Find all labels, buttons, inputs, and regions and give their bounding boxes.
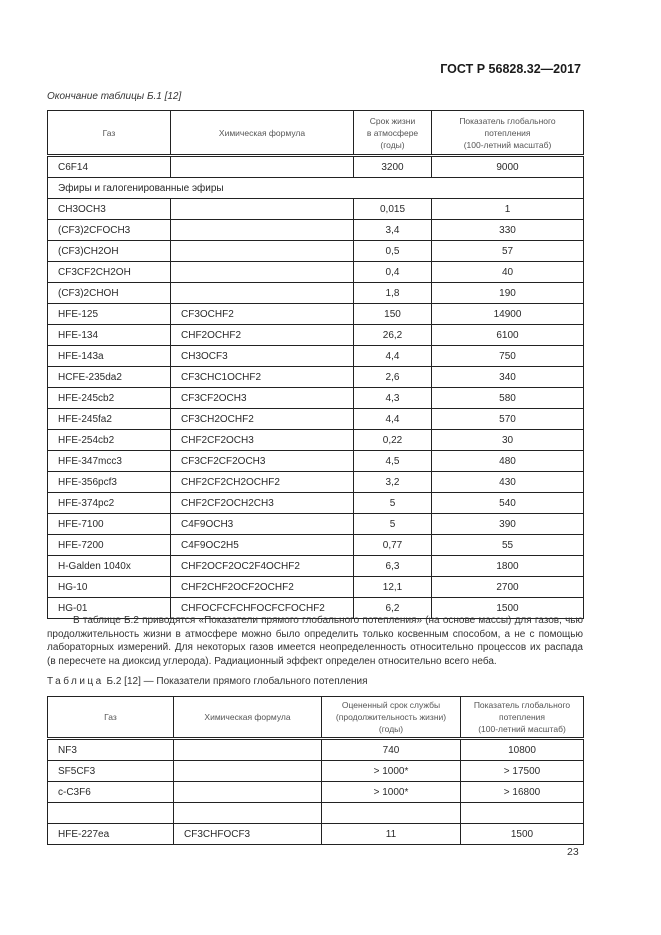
cell-lifetime: 0,5: [354, 241, 432, 262]
section-label: Эфиры и галогенированные эфиры: [48, 178, 584, 199]
cell-gwp: > 16800: [461, 782, 584, 803]
cell-formula: CHF2CF2CH2OCHF2: [171, 472, 354, 493]
cell-gas: HFE-245cb2: [48, 388, 171, 409]
table-row: [48, 283, 584, 304]
cell-formula: CHF2CHF2OCF2OCHF2: [171, 577, 354, 598]
cell-gwp: 6100: [432, 325, 584, 346]
table-row: [48, 535, 584, 556]
cell-gwp: 14900: [432, 304, 584, 325]
cell-formula: CF3CHC1OCHF2: [171, 367, 354, 388]
cell-formula: [174, 782, 322, 803]
table-row: [48, 739, 584, 761]
table-row: [48, 514, 584, 535]
col-header-formula: Химическая формула: [171, 111, 354, 156]
cell-lifetime: 3,2: [354, 472, 432, 493]
table-row: [48, 262, 584, 283]
cell-formula: CHFOCFCFCHFOCFCFOCHF2: [171, 598, 354, 619]
cell-gas: (CF3)CH2OH: [48, 241, 171, 262]
cell-gwp: 340: [432, 367, 584, 388]
cell-gas: HFE-7200: [48, 535, 171, 556]
cell-gas: HG-01: [48, 598, 171, 619]
cell-lifetime: 0,77: [354, 535, 432, 556]
cell-gwp: 190: [432, 283, 584, 304]
table-row: [48, 493, 584, 514]
cell-formula: C4F9OCH3: [171, 514, 354, 535]
col-header-lifetime: Срок жизни в атмосфере (годы): [354, 111, 432, 156]
cell-gwp: 57: [432, 241, 584, 262]
cell-formula: [174, 761, 322, 782]
table-row: [48, 451, 584, 472]
table-row: [48, 367, 584, 388]
cell-formula: [171, 283, 354, 304]
table2-header-row: [48, 697, 584, 739]
cell-gwp: 1500: [461, 824, 584, 845]
cell-lifetime: 4,4: [354, 346, 432, 367]
table-row: [48, 388, 584, 409]
page-number: 23: [567, 846, 579, 858]
cell-formula: [171, 220, 354, 241]
cell-formula: CF3OCHF2: [171, 304, 354, 325]
cell-lifetime: 150: [354, 304, 432, 325]
cell-lifetime: 6,2: [354, 598, 432, 619]
cell-gwp: 480: [432, 451, 584, 472]
table-row: [48, 430, 584, 451]
table-row: [48, 782, 584, 803]
cell-gwp: 390: [432, 514, 584, 535]
table-row: [48, 803, 584, 824]
cell-lifetime: 0,4: [354, 262, 432, 283]
cell-formula: [171, 262, 354, 283]
cell-gwp: [461, 803, 584, 824]
document-code: ГОСТ Р 56828.32—2017: [440, 62, 581, 76]
table-b1: [47, 110, 584, 619]
cell-gas: HFE-356pcf3: [48, 472, 171, 493]
cell-gas: HFE-347mcc3: [48, 451, 171, 472]
table-row: [48, 346, 584, 367]
cell-formula: CF3CF2CF2OCH3: [171, 451, 354, 472]
table-row: [48, 220, 584, 241]
cell-gas: HFE-254cb2: [48, 430, 171, 451]
cell-gas: HFE-227ea: [48, 824, 174, 845]
cell-gwp: 2700: [432, 577, 584, 598]
cell-gas: CH3OCH3: [48, 199, 171, 220]
cell-gas: SF5CF3: [48, 761, 174, 782]
cell-gas: NF3: [48, 739, 174, 761]
cell-gwp: 330: [432, 220, 584, 241]
cell-gas: c-C3F6: [48, 782, 174, 803]
cell-lifetime: 11: [322, 824, 461, 845]
cell-gwp: 10800: [461, 739, 584, 761]
cell-formula: CF3CHFOCF3: [174, 824, 322, 845]
cell-lifetime: 2,6: [354, 367, 432, 388]
cell-lifetime: [322, 803, 461, 824]
cell-lifetime: 4,3: [354, 388, 432, 409]
section-row: [48, 178, 584, 199]
cell-gwp: 30: [432, 430, 584, 451]
table-row: [48, 577, 584, 598]
cell-formula: [171, 241, 354, 262]
cell-gas: (CF3)2CFOCH3: [48, 220, 171, 241]
table-row: [48, 156, 584, 178]
cell-formula: CHF2OCHF2: [171, 325, 354, 346]
col-header-gas: Газ: [48, 697, 174, 739]
cell-gas: HCFE-235da2: [48, 367, 171, 388]
cell-lifetime: 4,4: [354, 409, 432, 430]
cell-gas: HFE-143a: [48, 346, 171, 367]
col-header-gwp: Показатель глобального потепления (100-летний масштаб): [432, 111, 584, 156]
table-row: [48, 325, 584, 346]
table-row: [48, 556, 584, 577]
table-row: [48, 241, 584, 262]
cell-lifetime: 6,3: [354, 556, 432, 577]
cell-gas: HFE-7100: [48, 514, 171, 535]
cell-gas: C6F14: [48, 156, 171, 178]
table-row: [48, 761, 584, 782]
cell-gas: H-Galden 1040x: [48, 556, 171, 577]
cell-gwp: 430: [432, 472, 584, 493]
cell-lifetime: 5: [354, 493, 432, 514]
cell-gas: (CF3)2CHOH: [48, 283, 171, 304]
cell-gas: HFE-134: [48, 325, 171, 346]
cell-gwp: 580: [432, 388, 584, 409]
cell-formula: CHF2CF2OCH3: [171, 430, 354, 451]
cell-lifetime: 26,2: [354, 325, 432, 346]
table-row: [48, 304, 584, 325]
cell-gwp: 55: [432, 535, 584, 556]
cell-gas: CF3CF2CH2OH: [48, 262, 171, 283]
cell-gas: HFE-125: [48, 304, 171, 325]
table2-caption: Таблица Б.2 [12] — Показатели прямого глобального потепления: [47, 676, 368, 687]
cell-gwp: 1: [432, 199, 584, 220]
table-row: [48, 199, 584, 220]
cell-gas: HG-10: [48, 577, 171, 598]
col-header-lifetime: Оцененный срок службы (продолжительность жизни) (годы): [322, 697, 461, 739]
cell-gas: HFE-245fa2: [48, 409, 171, 430]
table-row: [48, 472, 584, 493]
table1-header-row: [48, 111, 584, 156]
cell-gas: HFE-374pc2: [48, 493, 171, 514]
cell-formula: C4F9OC2H5: [171, 535, 354, 556]
cell-lifetime: 12,1: [354, 577, 432, 598]
cell-formula: [174, 803, 322, 824]
cell-gwp: 1800: [432, 556, 584, 577]
col-header-gwp: Показатель глобального потепления (100-летний масштаб): [461, 697, 584, 739]
cell-formula: CHF2OCF2OC2F4OCHF2: [171, 556, 354, 577]
cell-formula: CH3OCF3: [171, 346, 354, 367]
cell-formula: CF3CH2OCHF2: [171, 409, 354, 430]
cell-gwp: 9000: [432, 156, 584, 178]
cell-formula: CF3CF2OCH3: [171, 388, 354, 409]
cell-lifetime: 3,4: [354, 220, 432, 241]
cell-gwp: 570: [432, 409, 584, 430]
cell-lifetime: 5: [354, 514, 432, 535]
cell-lifetime: 0,22: [354, 430, 432, 451]
cell-gwp: 750: [432, 346, 584, 367]
cell-lifetime: 0,015: [354, 199, 432, 220]
cell-lifetime: > 1000*: [322, 782, 461, 803]
col-header-gas: Газ: [48, 111, 171, 156]
cell-lifetime: > 1000*: [322, 761, 461, 782]
cell-gwp: 540: [432, 493, 584, 514]
cell-lifetime: 4,5: [354, 451, 432, 472]
col-header-formula: Химическая формула: [174, 697, 322, 739]
table1-caption: Окончание таблицы Б.1 [12]: [47, 91, 182, 102]
cell-gas: [48, 803, 174, 824]
cell-gwp: > 17500: [461, 761, 584, 782]
cell-formula: [174, 739, 322, 761]
cell-gwp: 40: [432, 262, 584, 283]
cell-lifetime: 1,8: [354, 283, 432, 304]
cell-formula: [171, 199, 354, 220]
table-b2: [47, 696, 584, 845]
cell-formula: [171, 156, 354, 178]
cell-lifetime: 740: [322, 739, 461, 761]
cell-gwp: 1500: [432, 598, 584, 619]
table-row: [48, 409, 584, 430]
cell-formula: CHF2CF2OCH2CH3: [171, 493, 354, 514]
explanatory-paragraph: В таблице Б.2 приводятся «Показатели прямого глобального потепления» (на основе массы) для газов, чью продолжительность жизни в атмосфере можно было определить только косвенным способом, а не с помощью лабораторных измерений. Для некоторых газов имеется неопределенность относительно процессов их распада (в пересчете на диоксид углерода). Радиационный эффект определен относительно всего неба.: [47, 615, 583, 667]
cell-lifetime: 3200: [354, 156, 432, 178]
table-row: [48, 824, 584, 845]
